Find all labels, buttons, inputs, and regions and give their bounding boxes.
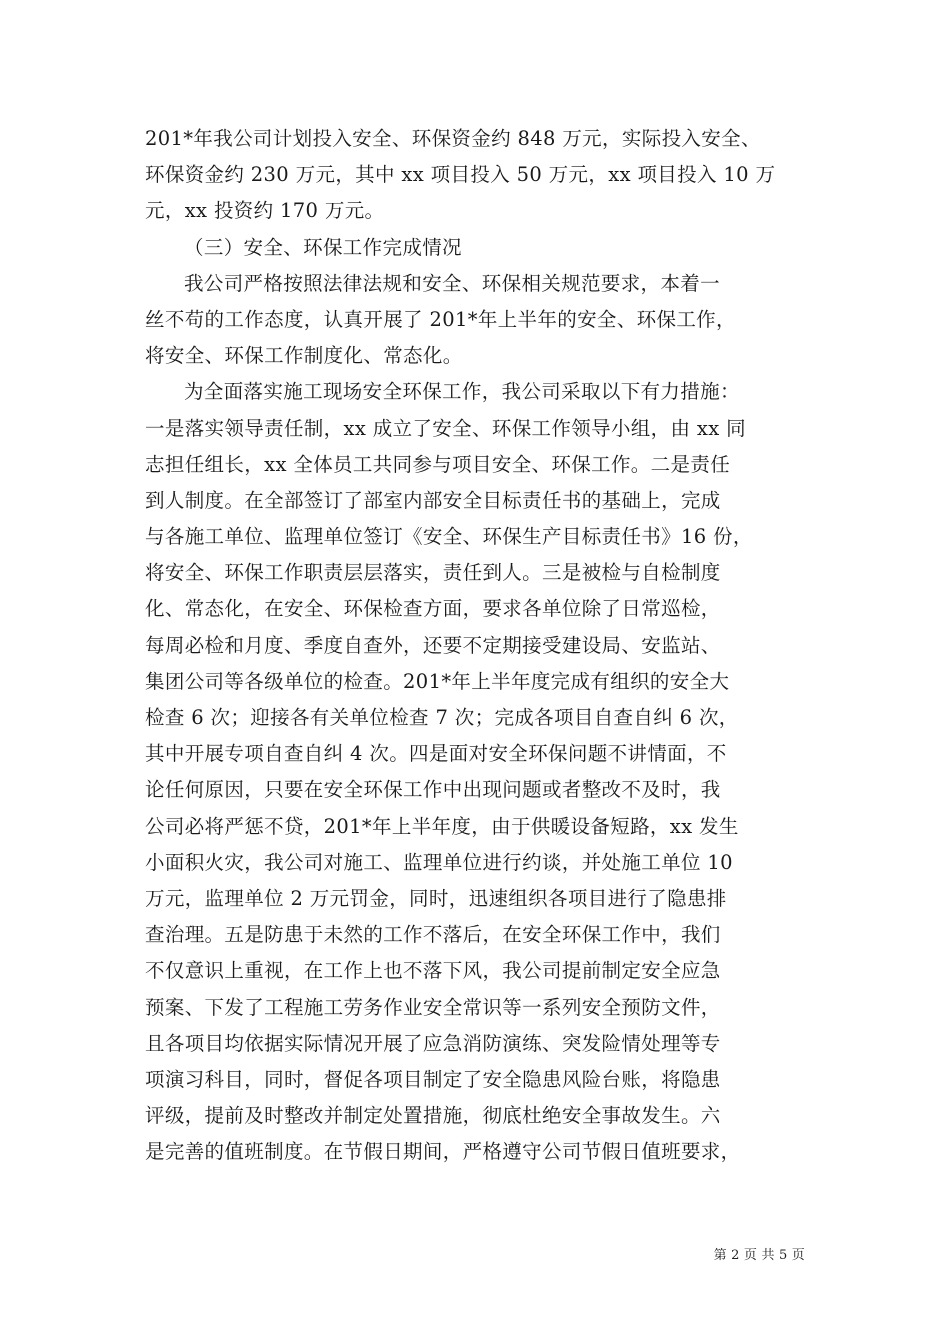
text-line: 集团公司等各级单位的检查。201*年上半年度完成有组织的安全大 (145, 669, 730, 693)
page-number: 第 2 页 共 5 页 (713, 1248, 805, 1263)
text-line: 查治理。五是防患于未然的工作不落后，在安全环保工作中，我们 (145, 923, 721, 947)
text-line: 每周必检和月度、季度自查外，还要不定期接受建设局、安监站、 (145, 633, 721, 657)
text-line: 志担任组长，xx 全体员工共同参与项目安全、环保工作。二是责任 (145, 452, 731, 476)
document-body (145, 121, 825, 1170)
text-line: 项演习科目，同时，督促各项目制定了安全隐患风险台账，将隐患 (145, 1067, 721, 1091)
text-line: 201*年我公司计划投入安全、环保资金约 848 万元，实际投入安全、 (145, 127, 761, 150)
text-line: 丝不苟的工作态度，认真开展了 201*年上半年的安全、环保工作， (145, 307, 736, 331)
paragraph-first-line: 为全面落实施工现场安全环保工作，我公司采取以下有力措施： (184, 380, 740, 404)
section-heading: （三）安全、环保工作完成情况 (184, 235, 462, 259)
text-line: 万元，监理单位 2 万元罚金，同时，迅速组织各项目进行了隐患排 (145, 886, 727, 910)
text-line: 检查 6 次；迎接各有关单位检查 7 次；完成各项目自查自纠 6 次， (145, 706, 739, 729)
text-line: 公司必将严惩不贷，201*年上半年度，由于供暖设备短路，xx 发生 (145, 814, 739, 838)
text-line: 到人制度。在全部签订了部室内部安全目标责任书的基础上，完成 (145, 488, 721, 512)
text-line: 化、常态化，在安全、环保检查方面，要求各单位除了日常巡检， (145, 597, 721, 621)
text-line: 小面积火灾，我公司对施工、监理单位进行约谈，并处施工单位 10 (145, 850, 733, 874)
text-line: 一是落实领导责任制，xx 成立了安全、环保工作领导小组，由 xx 同 (145, 416, 746, 440)
text-line: 且各项目均依据实际情况开展了应急消防演练、突发险情处理等专 (145, 1031, 721, 1055)
text-line: 是完善的值班制度。在节假日期间，严格遵守公司节假日值班要求， (145, 1140, 741, 1164)
text-line: 评级，提前及时整改并制定处置措施，彻底杜绝安全事故发生。六 (145, 1104, 721, 1128)
text-line: 预案、下发了工程施工劳务作业安全常识等一系列安全预防文件， (145, 995, 721, 1019)
text-line: 元，xx 投资约 170 万元。 (145, 199, 385, 223)
text-line: 将安全、环保工作职责层层落实，责任到人。三是被检与自检制度 (145, 561, 721, 585)
text-line: 将安全、环保工作制度化、常态化。 (145, 344, 463, 368)
text-line: 不仅意识上重视，在工作上也不落下风，我公司提前制定安全应急 (145, 959, 721, 983)
text-line: 其中开展专项自查自纠 4 次。四是面对安全环保问题不讲情面，不 (145, 742, 727, 766)
text-line: 环保资金约 230 万元，其中 xx 项目投入 50 万元，xx 项目投入 10 万 (145, 163, 776, 187)
text-line: 与各施工单位、监理单位签订《安全、环保生产目标责任书》16 份， (145, 525, 753, 549)
text-line: 论任何原因，只要在安全环保工作中出现问题或者整改不及时，我 (145, 778, 721, 802)
paragraph-first-line: 我公司严格按照法律法规和安全、环保相关规范要求，本着一 (184, 271, 720, 295)
